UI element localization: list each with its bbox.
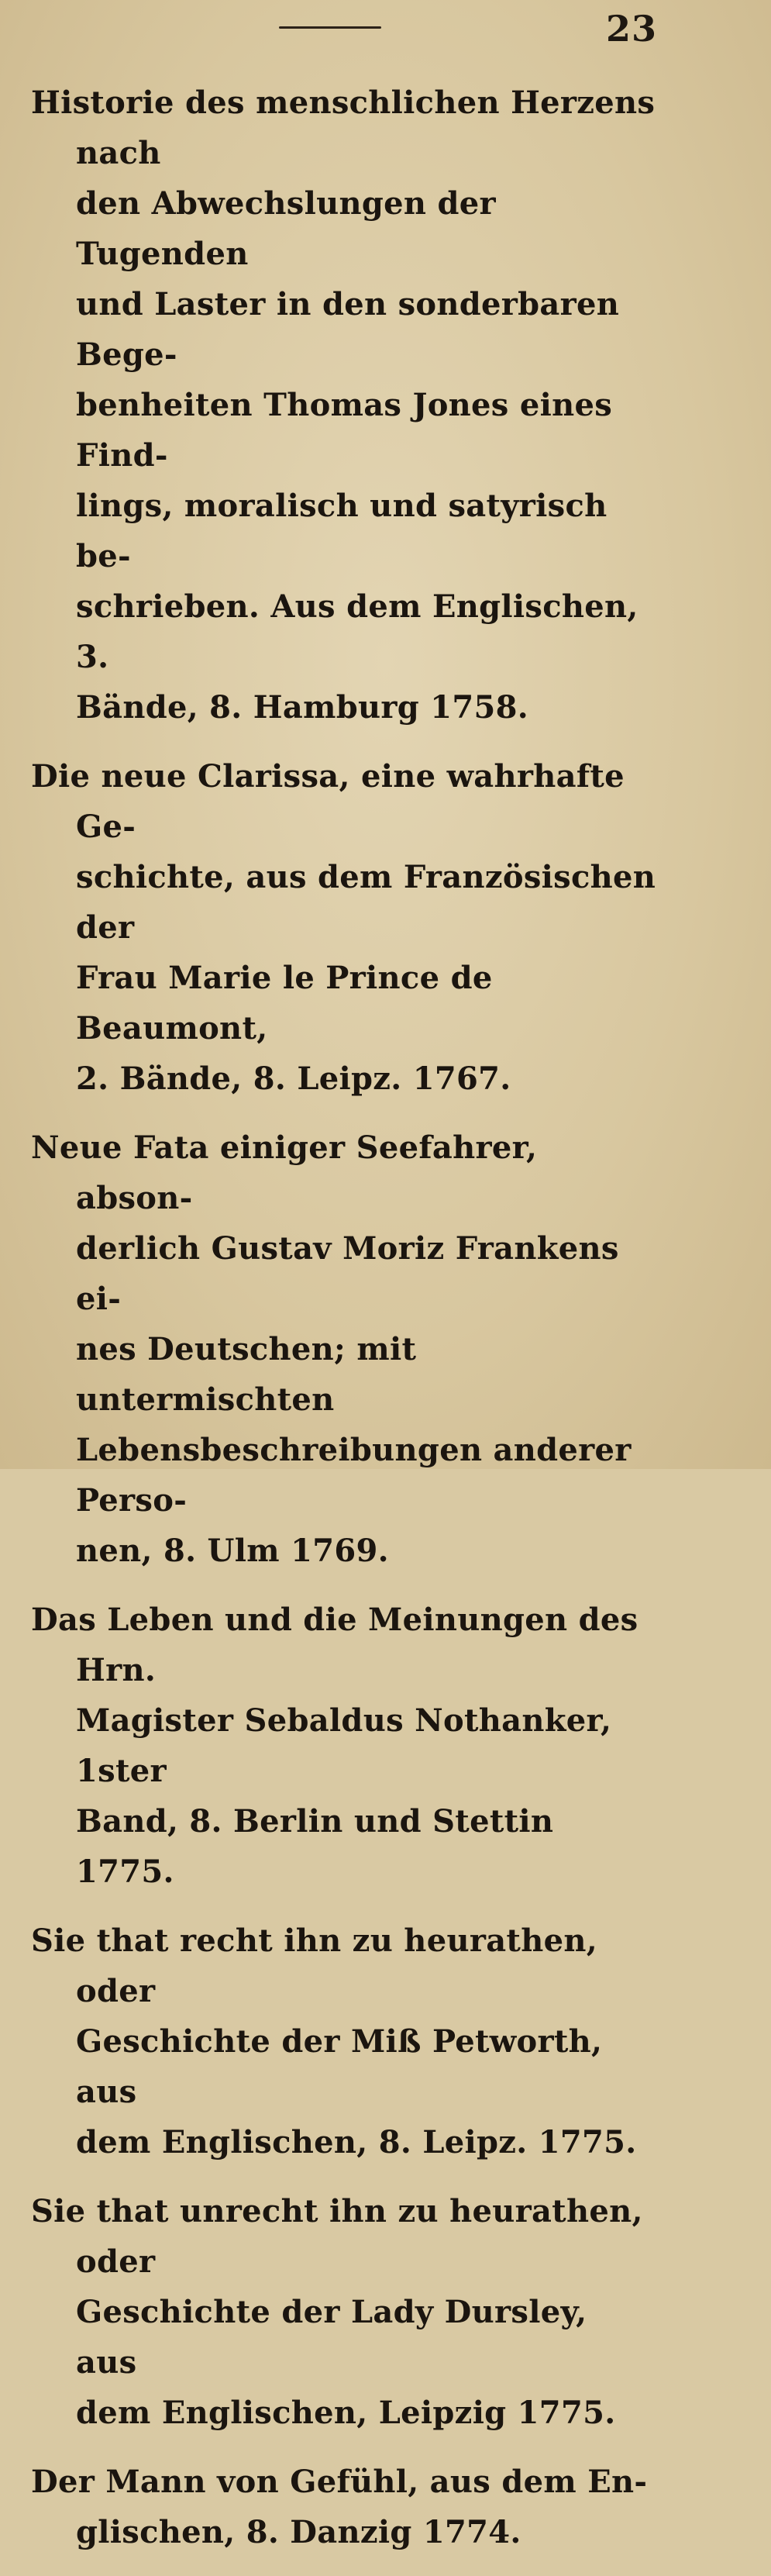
bibliography-entry bbox=[31, 1122, 659, 1576]
header-rule bbox=[279, 26, 381, 29]
entry-text: Sie that recht ihn zu heurathen, oder Geschichte der Miß Petworth, aus dem Englischen, 8. Leipz. 1775. bbox=[31, 1923, 637, 2160]
bibliography-entry bbox=[31, 1916, 659, 2167]
bibliography-entry bbox=[31, 2457, 659, 2557]
page-number: 23 bbox=[606, 8, 658, 50]
entry-text: Das Leben und die Meinungen des Hrn. Magister Sebaldus Nothanker, 1ster Band, 8. Berlin und Stettin 1775. bbox=[31, 1602, 638, 1890]
bibliography-entry bbox=[31, 2186, 659, 2438]
bibliography-entry bbox=[31, 1595, 659, 1897]
entry-text: Neue Fata einiger Seefahrer, abson- derlich Gustav Moriz Frankens ei- nes Deutschen; mit untermischten Lebensbeschreibungen anderer Perso- nen, 8. Ulm 1769. bbox=[31, 1129, 632, 1569]
entry-text: Die neue Clarissa, eine wahrhafte Ge- schichte, aus dem Französischen der Frau Marie le Prince de Beaumont, 2. Bände, 8. Leipz. 1767. bbox=[31, 758, 656, 1097]
bibliography-entry bbox=[31, 751, 659, 1104]
bibliography-list bbox=[31, 78, 659, 2576]
entry-text: Sie that unrecht ihn zu heurathen, oder Geschichte der Lady Dursley, aus dem Englischen, Leipzig 1775. bbox=[31, 2193, 643, 2431]
bibliography-entry bbox=[31, 78, 659, 733]
entry-text: Historie des menschlichen Herzens nach den Abwechslungen der Tugenden und Laster in den sonderbaren Bege- benheiten Thomas Jones eines Find- lings, moralisch und satyrisch be- schrieben. Aus dem Englischen, 3. Bände, 8. Hamburg 1758. bbox=[31, 84, 656, 726]
entry-text: Der Mann von Gefühl, aus dem En- glischen, 8. Danzig 1774. bbox=[31, 2464, 648, 2550]
